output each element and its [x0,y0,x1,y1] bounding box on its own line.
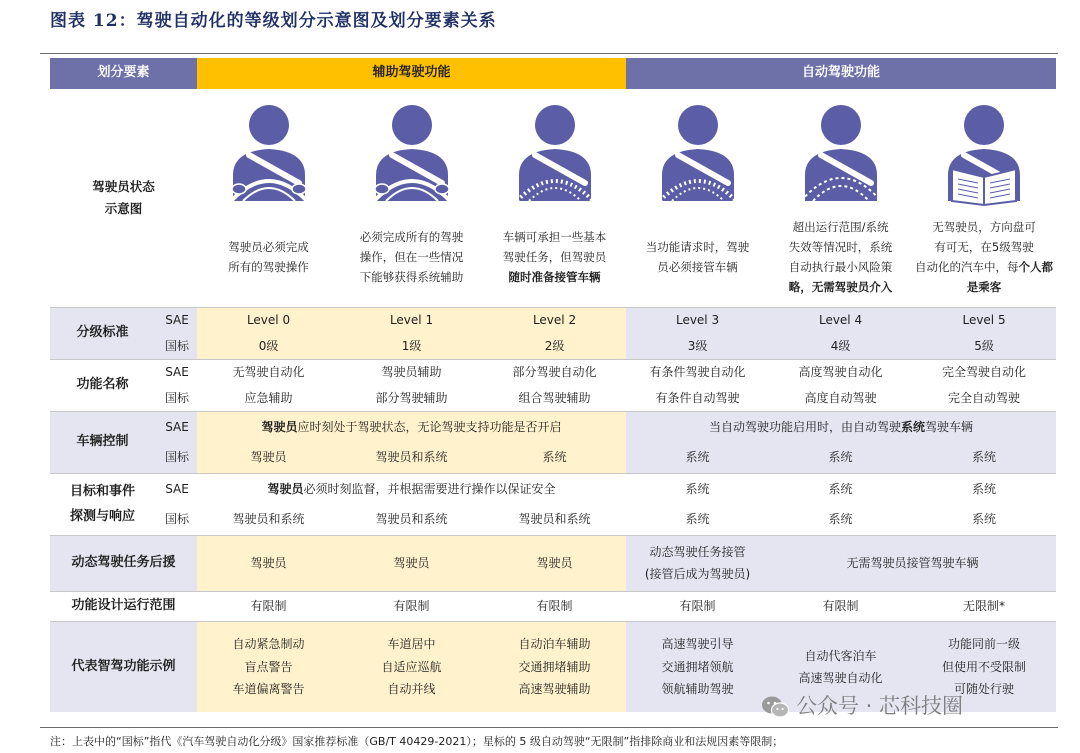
driver-cell-2 [483,89,626,207]
desc-1: 必须完成所有的驾驶 操作，但在一些情况 下能够获得系统辅助 [359,229,464,285]
examples-3: 高速驾驶引导 交通拥堵领航 领航辅助驾驶 [626,622,769,712]
control-gb-0: 驾驶员 [197,443,340,474]
grade-gb-1: 1级 [340,334,483,360]
detect-gb-3: 系统 [685,512,710,527]
name-gb-0: 应急辅助 [244,390,293,405]
name-gb-tag: 国标 [165,390,190,405]
wechat-icon [760,694,790,720]
examples-1: 车道居中 自适应巡航 自动并线 [340,622,483,712]
detect-gb-0: 驾驶员和系统 [232,512,305,527]
detect-gb-4: 系统 [828,512,853,527]
header-auto: 自动驾驶功能 [626,58,1056,89]
examples-2: 自动泊车辅助 交通拥堵辅助 高速驾驶辅助 [483,622,626,712]
name-gb-row [50,386,1056,412]
control-gb-1: 驾驶员和系统 [340,443,483,474]
illustration-label-1: 驾驶员状态 [92,178,155,194]
header-row [50,58,1056,89]
grade-sae-5: Level 5 [912,308,1056,334]
detect-gb-row [50,505,1056,536]
grade-sae-2: Level 2 [483,308,626,334]
name-sae-tag: SAE [155,360,197,386]
illustration-row [50,89,1056,207]
name-sae-3: 有条件驾驶自动化 [626,360,769,386]
passenger-reading-icon [934,97,1034,207]
grade-sae-0: Level 0 [197,308,340,334]
grade-sae-4: Level 4 [769,308,912,334]
detect-label: 目标和事件 探测与响应 [50,474,155,536]
grade-gb-tag: 国标 [155,334,197,360]
driver-hands-on-wheel-icon [219,97,319,207]
watermark [760,690,963,720]
detect-sae-assist: 驾驶员必须时刻监督，并根据需要进行操作以保证安全 [197,474,626,505]
fallback-label: 动态驾驶任务后援 [50,536,197,592]
grade-sae-row [50,308,1056,334]
bottom-rule [40,727,1058,728]
control-gb-tag: 国标 [155,443,197,474]
detect-sae-5: 系统 [912,474,1056,505]
levels-table [50,58,1056,712]
name-sae-2: 部分驾驶自动化 [483,360,626,386]
driver-cell-4 [769,89,912,207]
grade-label: 分级标准 [50,308,155,360]
detect-gb-1: 驾驶员和系统 [375,512,448,527]
detect-gb-tag: 国标 [165,512,190,527]
control-sae-assist: 驾驶员应时刻处于驾驶状态，无论驾驶支持功能是否开启 [197,412,626,443]
examples-0: 自动紧急制动 盲点警告 车道偏离警告 [197,622,340,712]
control-sae-auto: 当自动驾驶功能启用时，由自动驾驶系统驾驶车辆 [626,412,1056,443]
name-sae-5: 完全驾驶自动化 [912,360,1056,386]
fallback-0: 驾驶员 [197,536,340,592]
driver-cell-3 [626,89,769,207]
detect-gb-5: 系统 [972,512,997,527]
desc-0: 驾驶员必须完成 所有的驾驶操作 [228,239,309,274]
driver-hands-off-wheel-icon [505,97,605,207]
grade-gb-row [50,334,1056,360]
grade-gb-2: 2级 [483,334,626,360]
examples-4: 自动代客泊车 高速驾驶自动化 [769,622,912,712]
name-sae-4: 高度驾驶自动化 [769,360,912,386]
control-gb-3: 系统 [626,443,769,474]
header-element: 划分要素 [50,58,197,89]
detect-sae-4: 系统 [769,474,912,505]
name-sae-row [50,360,1056,386]
odd-1: 有限制 [340,592,483,622]
control-gb-row [50,443,1056,474]
odd-5: 无限制* [912,592,1056,622]
top-rule [40,53,1058,54]
fallback-3: 动态驾驶任务接管 (接管后成为驾驶员) [626,536,769,592]
name-sae-1: 驾驶员辅助 [340,360,483,386]
grade-gb-0: 0级 [197,334,340,360]
control-sae-row [50,412,1056,443]
grade-gb-4: 4级 [769,334,912,360]
grade-gb-5: 5级 [912,334,1056,360]
name-label: 功能名称 [50,360,155,412]
examples-label: 代表智驾功能示例 [50,622,197,712]
odd-2: 有限制 [483,592,626,622]
driver-cell-5 [912,89,1056,207]
driver-hands-on-wheel-icon [362,97,462,207]
odd-row [50,592,1056,622]
detect-gb-2: 驾驶员和系统 [518,512,591,527]
fallback-1: 驾驶员 [340,536,483,592]
footnote: 注：上表中的“国标”指代《汽车驾驶自动化分级》国家推荐标准（GB/T 40429-2021）；星标的 5 级自动驾驶“无限制”指排除商业和法规因素等限制； [50,735,784,748]
header-assist: 辅助驾驶功能 [197,58,626,89]
name-gb-2: 组合驾驶辅助 [518,390,591,405]
description-row [50,207,1056,308]
watermark-text: 公众号 · 芯科技圈 [796,694,964,718]
grade-sae-tag: SAE [155,308,197,334]
driver-cell-1 [340,89,483,207]
name-sae-0: 无驾驶自动化 [197,360,340,386]
control-gb-5: 系统 [912,443,1056,474]
illustration-label [50,89,197,308]
desc-4: 超出运行范围/系统 失效等情况时，系统 自动执行最小风险策 略，无需驾驶员介入 [788,219,893,295]
detect-sae-tag: SAE [155,474,197,505]
name-gb-1: 部分驾驶辅助 [375,390,448,405]
control-gb-4: 系统 [769,443,912,474]
control-label: 车辆控制 [50,412,155,474]
grade-sae-3: Level 3 [626,308,769,334]
odd-0: 有限制 [197,592,340,622]
name-gb-5: 完全自动驾驶 [948,390,1021,405]
desc-3: 当功能请求时，驾驶 员必须接管车辆 [645,239,750,274]
odd-3: 有限制 [626,592,769,622]
desc-2: 车辆可承担一些基本 驾驶任务，但驾驶员 随时准备接管车辆 [502,229,607,285]
detect-sae-3: 系统 [626,474,769,505]
fallback-row [50,536,1056,592]
driver-no-wheel-icon [791,97,891,207]
examples-5: 功能同前一级 但使用不受限制 可随处行驶 [912,622,1056,712]
detect-sae-row [50,474,1056,505]
driver-hands-off-wheel-icon [648,97,748,207]
control-sae-tag: SAE [155,412,197,443]
odd-label: 功能设计运行范围 [50,592,197,622]
grade-sae-1: Level 1 [340,308,483,334]
driver-cell-0 [197,89,340,207]
control-gb-2: 系统 [483,443,626,474]
odd-4: 有限制 [769,592,912,622]
fallback-2: 驾驶员 [483,536,626,592]
name-gb-3: 有条件自动驾驶 [655,390,740,405]
fallback-45: 无需驾驶员接管驾驶车辆 [769,536,1056,592]
figure-title: 图表 12：驾驶自动化的等级划分示意图及划分要素关系 [50,11,497,31]
illustration-label-2: 示意图 [104,201,143,216]
grade-gb-3: 3级 [626,334,769,360]
name-gb-4: 高度自动驾驶 [804,390,877,405]
desc-5: 无驾驶员，方向盘可 有可无，在5级驾驶 自动化的汽车中，每个人都是乘客 [915,219,1054,295]
